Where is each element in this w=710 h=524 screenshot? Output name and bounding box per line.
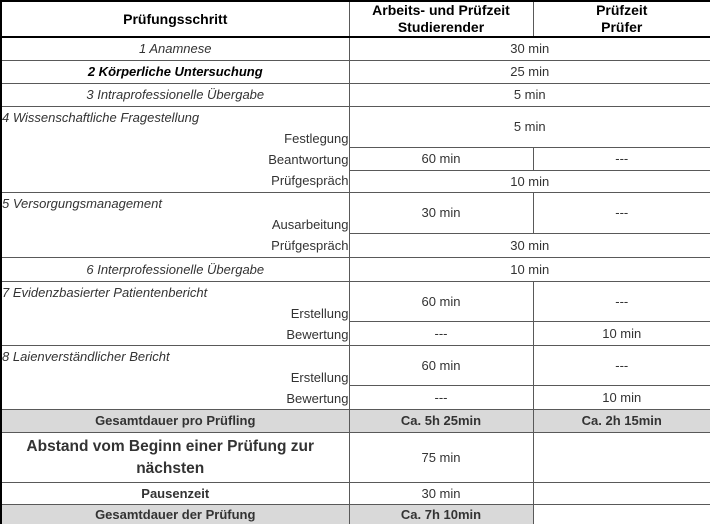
step-label: 8 Laienverständlicher Bericht [2, 348, 170, 364]
sub-step-label: Bewertung [286, 390, 349, 406]
time-value-both: 30 min [349, 37, 710, 60]
table-row-interval-between-exams [1, 432, 710, 482]
step-group-cell [1, 281, 349, 345]
table-row-step-7a [1, 281, 710, 321]
table-row-step-6 [1, 257, 710, 281]
time-value-student: 60 min [349, 147, 533, 170]
summary-label: Gesamtdauer pro Prüfling [1, 409, 349, 432]
summary-label: Pausenzeit [1, 482, 349, 504]
sub-step-label: Prüfgespräch [271, 238, 349, 253]
sub-step-label: Erstellung [290, 305, 349, 321]
sub-step-label: Festlegung [284, 131, 349, 146]
table-row-total-exam-duration [1, 504, 710, 524]
table-row-break-time [1, 482, 710, 504]
time-value-both: 5 min [349, 106, 710, 147]
step-label: 2 Körperliche Untersuchung [1, 60, 349, 83]
column-header-pruefungsschritt: Prüfungsschritt [1, 1, 349, 37]
step-label: 3 Intraprofessionelle Übergabe [1, 83, 349, 106]
time-value-student: 30 min [349, 192, 533, 233]
table-row-step-4a [1, 106, 710, 147]
summary-value-examiner: Ca. 2h 15min [533, 409, 710, 432]
step-label: 7 Evidenzbasierter Patientenbericht [2, 284, 208, 300]
time-value-student: 60 min [349, 345, 533, 385]
time-value-examiner: 10 min [533, 321, 710, 345]
time-value-both: 25 min [349, 60, 710, 83]
sub-step-label: Ausarbeitung [271, 217, 349, 232]
column-header-student-time-line1: Arbeits- und Prüfzeit [372, 2, 510, 18]
time-value-examiner: --- [533, 345, 710, 385]
summary-value-examiner [533, 482, 710, 504]
step-label: 4 Wissenschaftliche Fragestellung [2, 110, 200, 125]
sub-step-label: Erstellung [290, 369, 349, 385]
column-header-examiner-time [533, 1, 710, 37]
time-value-examiner: --- [533, 281, 710, 321]
time-value-both: 10 min [349, 257, 710, 281]
column-header-examiner-time-line1: Prüfzeit [596, 2, 648, 18]
step-label: 1 Anamnese [1, 37, 349, 60]
time-value-student: --- [349, 385, 533, 409]
column-header-examiner-time-line2: Prüfer [601, 19, 643, 35]
time-value-student: --- [349, 321, 533, 345]
summary-value-student: Ca. 7h 10min [349, 504, 533, 524]
header-row [1, 1, 710, 37]
table-row-step-1 [1, 37, 710, 60]
summary-value-student: Ca. 5h 25min [349, 409, 533, 432]
column-header-student-time [349, 1, 533, 37]
sub-step-label: Beantwortung [268, 152, 349, 167]
table-row-total-per-candidate [1, 409, 710, 432]
summary-value-examiner [533, 504, 710, 524]
sub-step-label: Prüfgespräch [271, 173, 349, 188]
time-value-student: 60 min [349, 281, 533, 321]
step-group-cell [1, 192, 349, 257]
sub-step-label: Bewertung [286, 326, 349, 342]
table-row-step-5a [1, 192, 710, 233]
summary-value-student: 75 min [349, 432, 533, 482]
summary-value-examiner [533, 432, 710, 482]
step-label: 6 Interprofessionelle Übergabe [1, 257, 349, 281]
table-row-step-2 [1, 60, 710, 83]
summary-label: Gesamtdauer der Prüfung [1, 504, 349, 524]
table-row-step-3 [1, 83, 710, 106]
step-group-cell [1, 106, 349, 192]
time-value-examiner: --- [533, 147, 710, 170]
time-value-both: 30 min [349, 233, 710, 257]
table-row-step-8a [1, 345, 710, 385]
summary-value-student: 30 min [349, 482, 533, 504]
step-label: 5 Versorgungsmanagement [2, 196, 162, 211]
time-value-examiner: 10 min [533, 385, 710, 409]
step-group-cell [1, 345, 349, 409]
time-value-examiner: --- [533, 192, 710, 233]
time-value-both: 5 min [349, 83, 710, 106]
summary-label: Abstand vom Beginn einer Prüfung zur nächsten [1, 432, 349, 482]
column-header-student-time-line2: Studierender [397, 19, 485, 35]
time-value-both: 10 min [349, 170, 710, 192]
